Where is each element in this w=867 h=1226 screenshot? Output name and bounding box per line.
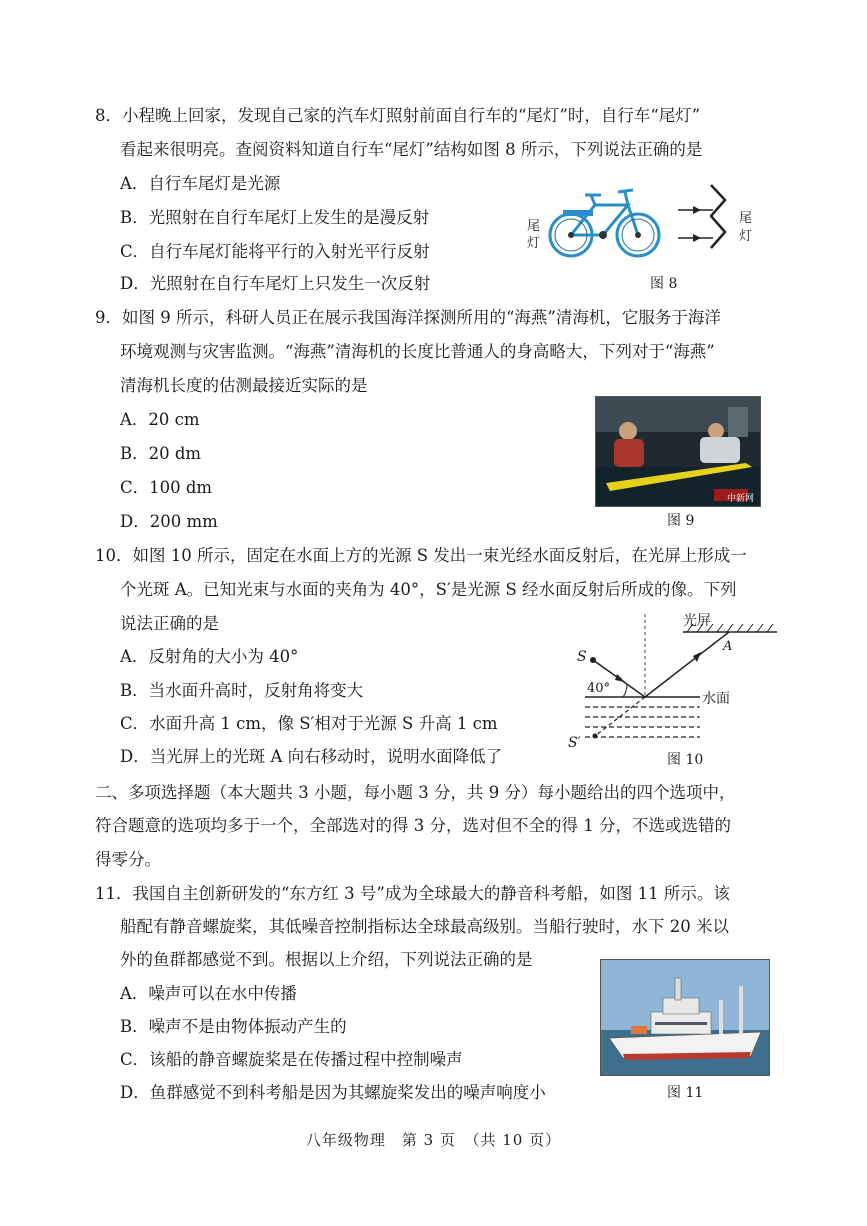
q9-option-d: D．200 mm: [120, 512, 218, 531]
reflector-zigzag: [711, 185, 725, 248]
fig10-screen-label: 光屏: [683, 613, 711, 629]
figure-11-photo: [600, 959, 770, 1076]
fig11-caption: 图 11: [667, 1085, 704, 1101]
q8-stem-line2: 看起来很明亮。查阅资料知道自行车“尾灯”结构如图 8 所示，下列说法正确的是: [120, 140, 703, 159]
section2-line3: 得零分。: [95, 850, 161, 869]
q8-stem-line1: 8．小程晚上回家，发现自己家的汽车灯照射前面自行车的“尾灯”时，自行车“尾灯”: [95, 106, 701, 125]
q9-option-a: A．20 cm: [120, 410, 200, 429]
figure-10: [565, 612, 785, 772]
page-footer: 八年级物理 第 3 页 （共 10 页）: [305, 1131, 562, 1149]
q8-option-d: D．光照射在自行车尾灯上只发生一次反射: [120, 274, 431, 293]
q11-stem-line2: 船配有静音螺旋桨，其低噪音控制指标达全球最高级别。当船行驶时，水下 20 米以: [120, 917, 729, 936]
q10-option-c: C．水面升高 1 cm，像 S′相对于光源 S 升高 1 cm: [120, 714, 498, 733]
q9-stem-line2: 环境观测与灾害监测。“海燕”清海机的长度比普通人的身高略大，下列对于“海燕”: [120, 342, 715, 361]
q8-option-c: C．自行车尾灯能将平行的入射光平行反射: [120, 242, 430, 261]
fig10-caption: 图 10: [667, 752, 704, 768]
q10-stem-line3: 说法正确的是: [120, 614, 219, 633]
incident-rays: [678, 210, 713, 238]
q10-stem-line1: 10．如图 10 所示，固定在水面上方的光源 S 发出一束光经水面反射后，在光屏上形成一: [95, 546, 747, 565]
q11-stem-line1: 11．我国自主创新研发的“东方红 3 号”成为全球最大的静音科考船，如图 11 所示。该: [95, 884, 730, 903]
fig10-point-a: A: [723, 639, 733, 654]
q11-option-d: D．鱼群感觉不到科考船是因为其螺旋桨发出的噪声响度小: [120, 1083, 546, 1102]
q8-option-a: A．自行车尾灯是光源: [120, 174, 281, 193]
q11-stem-line3: 外的鱼群都感觉不到。根据以上介绍，下列说法正确的是: [120, 950, 533, 969]
fig10-water-label: 水面: [702, 691, 730, 707]
fig8-left-label-1: 尾: [527, 219, 541, 234]
q10-option-a: A．反射角的大小为 40°: [120, 647, 299, 666]
fig10-angle-label: 40°: [587, 681, 611, 696]
bicycle-taillight-diagram: [523, 180, 763, 260]
fig8-right-label-1: 尾: [739, 211, 753, 226]
q9-stem-line3: 清海机长度的估测最接近实际的是: [120, 376, 368, 395]
fig9-watermark: 中新网: [726, 494, 754, 504]
section2-line1: 二、多项选择题（本大题共 3 小题，每小题 3 分，共 9 分）每小题给出的四个选项中，: [95, 783, 736, 802]
bicycle-illustration: [550, 190, 659, 256]
fig9-caption: 图 9: [667, 513, 695, 529]
fig8-left-label-2: 灯: [527, 236, 541, 251]
q9-option-c: C．100 dm: [120, 478, 213, 497]
figure-9-photo: [595, 396, 761, 507]
research-ship-photo-illustration: [601, 960, 769, 1075]
sea-glider-photo-illustration: [596, 397, 760, 506]
q9-stem-line1: 9．如图 9 所示，科研人员正在展示我国海洋探测所用的“海燕”清海机，它服务于海洋: [95, 308, 721, 327]
q10-option-d: D．当光屏上的光斑 A 向右移动时，说明水面降低了: [120, 747, 503, 766]
q9-option-b: B．20 dm: [120, 444, 202, 463]
q10-option-b: B．当水面升高时，反射角将变大: [120, 681, 364, 700]
q10-stem-line2: 个光斑 A。已知光束与水面的夹角为 40°，S′是光源 S 经水面反射后所成的像。下列: [120, 580, 737, 599]
fig8-caption: 图 8: [650, 276, 678, 292]
fig8-right-label-2: 灯: [739, 229, 753, 244]
figure-8: [523, 180, 763, 290]
q11-option-a: A．噪声可以在水中传播: [120, 984, 297, 1003]
q11-option-c: C．该船的静音螺旋桨是在传播过程中控制噪声: [120, 1050, 463, 1069]
q11-option-b: B．噪声不是由物体振动产生的: [120, 1017, 347, 1036]
q8-option-b: B．光照射在自行车尾灯上发生的是漫反射: [120, 208, 430, 227]
section2-line2: 符合题意的选项均多于一个，全部选对的得 3 分，选对但不全的得 1 分，不选或选错的: [95, 816, 731, 835]
fig10-point-s-prime: S′: [568, 735, 581, 751]
fig10-point-s: S: [577, 649, 587, 665]
